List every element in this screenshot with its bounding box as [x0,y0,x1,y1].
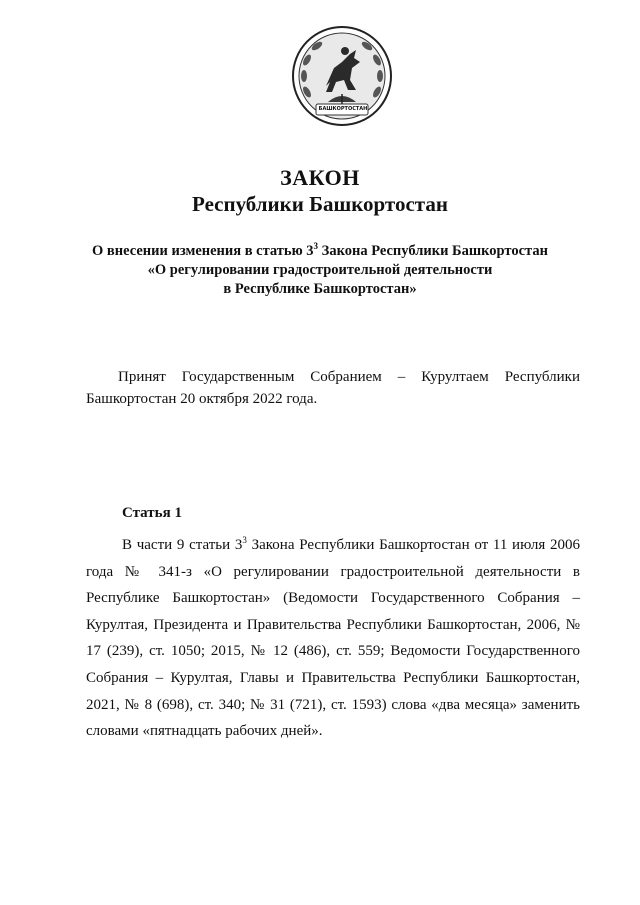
adoption-statement: Принят Государственным Собранием – Курултаем Республики Башкортостан 20 октября 2022 года. [86,369,580,407]
law-title-line-3: в Республике Башкортостан» [223,280,417,297]
article-text-part: Закона Республики Башкортостан от 11 июля 2006 года № 341-з «О регулировании градостроительной деятельности в Республике Башкортостан» (Ведомости Государственного Собрания – Курултая, Президента и Правительства Республики Башкортостан, 2006, № 17 (239), ст. 1050; 2015, № 12 (486), ст. 559; Ведомости Государственного Собрания – Курултая, Главы и Правительства Республики Башкортостан, 2021, № 8 (698), ст. 340; № 31 (721), ст. 1593) слова «два месяца» заменить словами «пятнадцать рабочих дней». [86,537,581,740]
law-title-line-1 [60,237,580,261]
superscript: 3 [313,241,319,251]
law-title [60,237,580,299]
issuer-title: Республики Башкортостан [192,192,448,216]
emblem-caption: БАШКОРТОСТАН [318,106,368,112]
coat-of-arms-graphic [290,24,394,128]
article-text [86,527,580,745]
law-title-line-2: «О регулировании градостроительной деятельности [147,261,493,278]
article-text-part: В части 9 статьи 3 [122,537,243,553]
article-heading: Статья 1 [122,505,182,521]
law-title-text: Закона Республики Башкортостан [318,242,548,259]
law-title-text: О внесении изменения в статью 3 [92,242,314,259]
coat-of-arms [290,24,394,128]
superscript: 3 [242,535,247,545]
document-type-title: ЗАКОН [280,165,360,190]
